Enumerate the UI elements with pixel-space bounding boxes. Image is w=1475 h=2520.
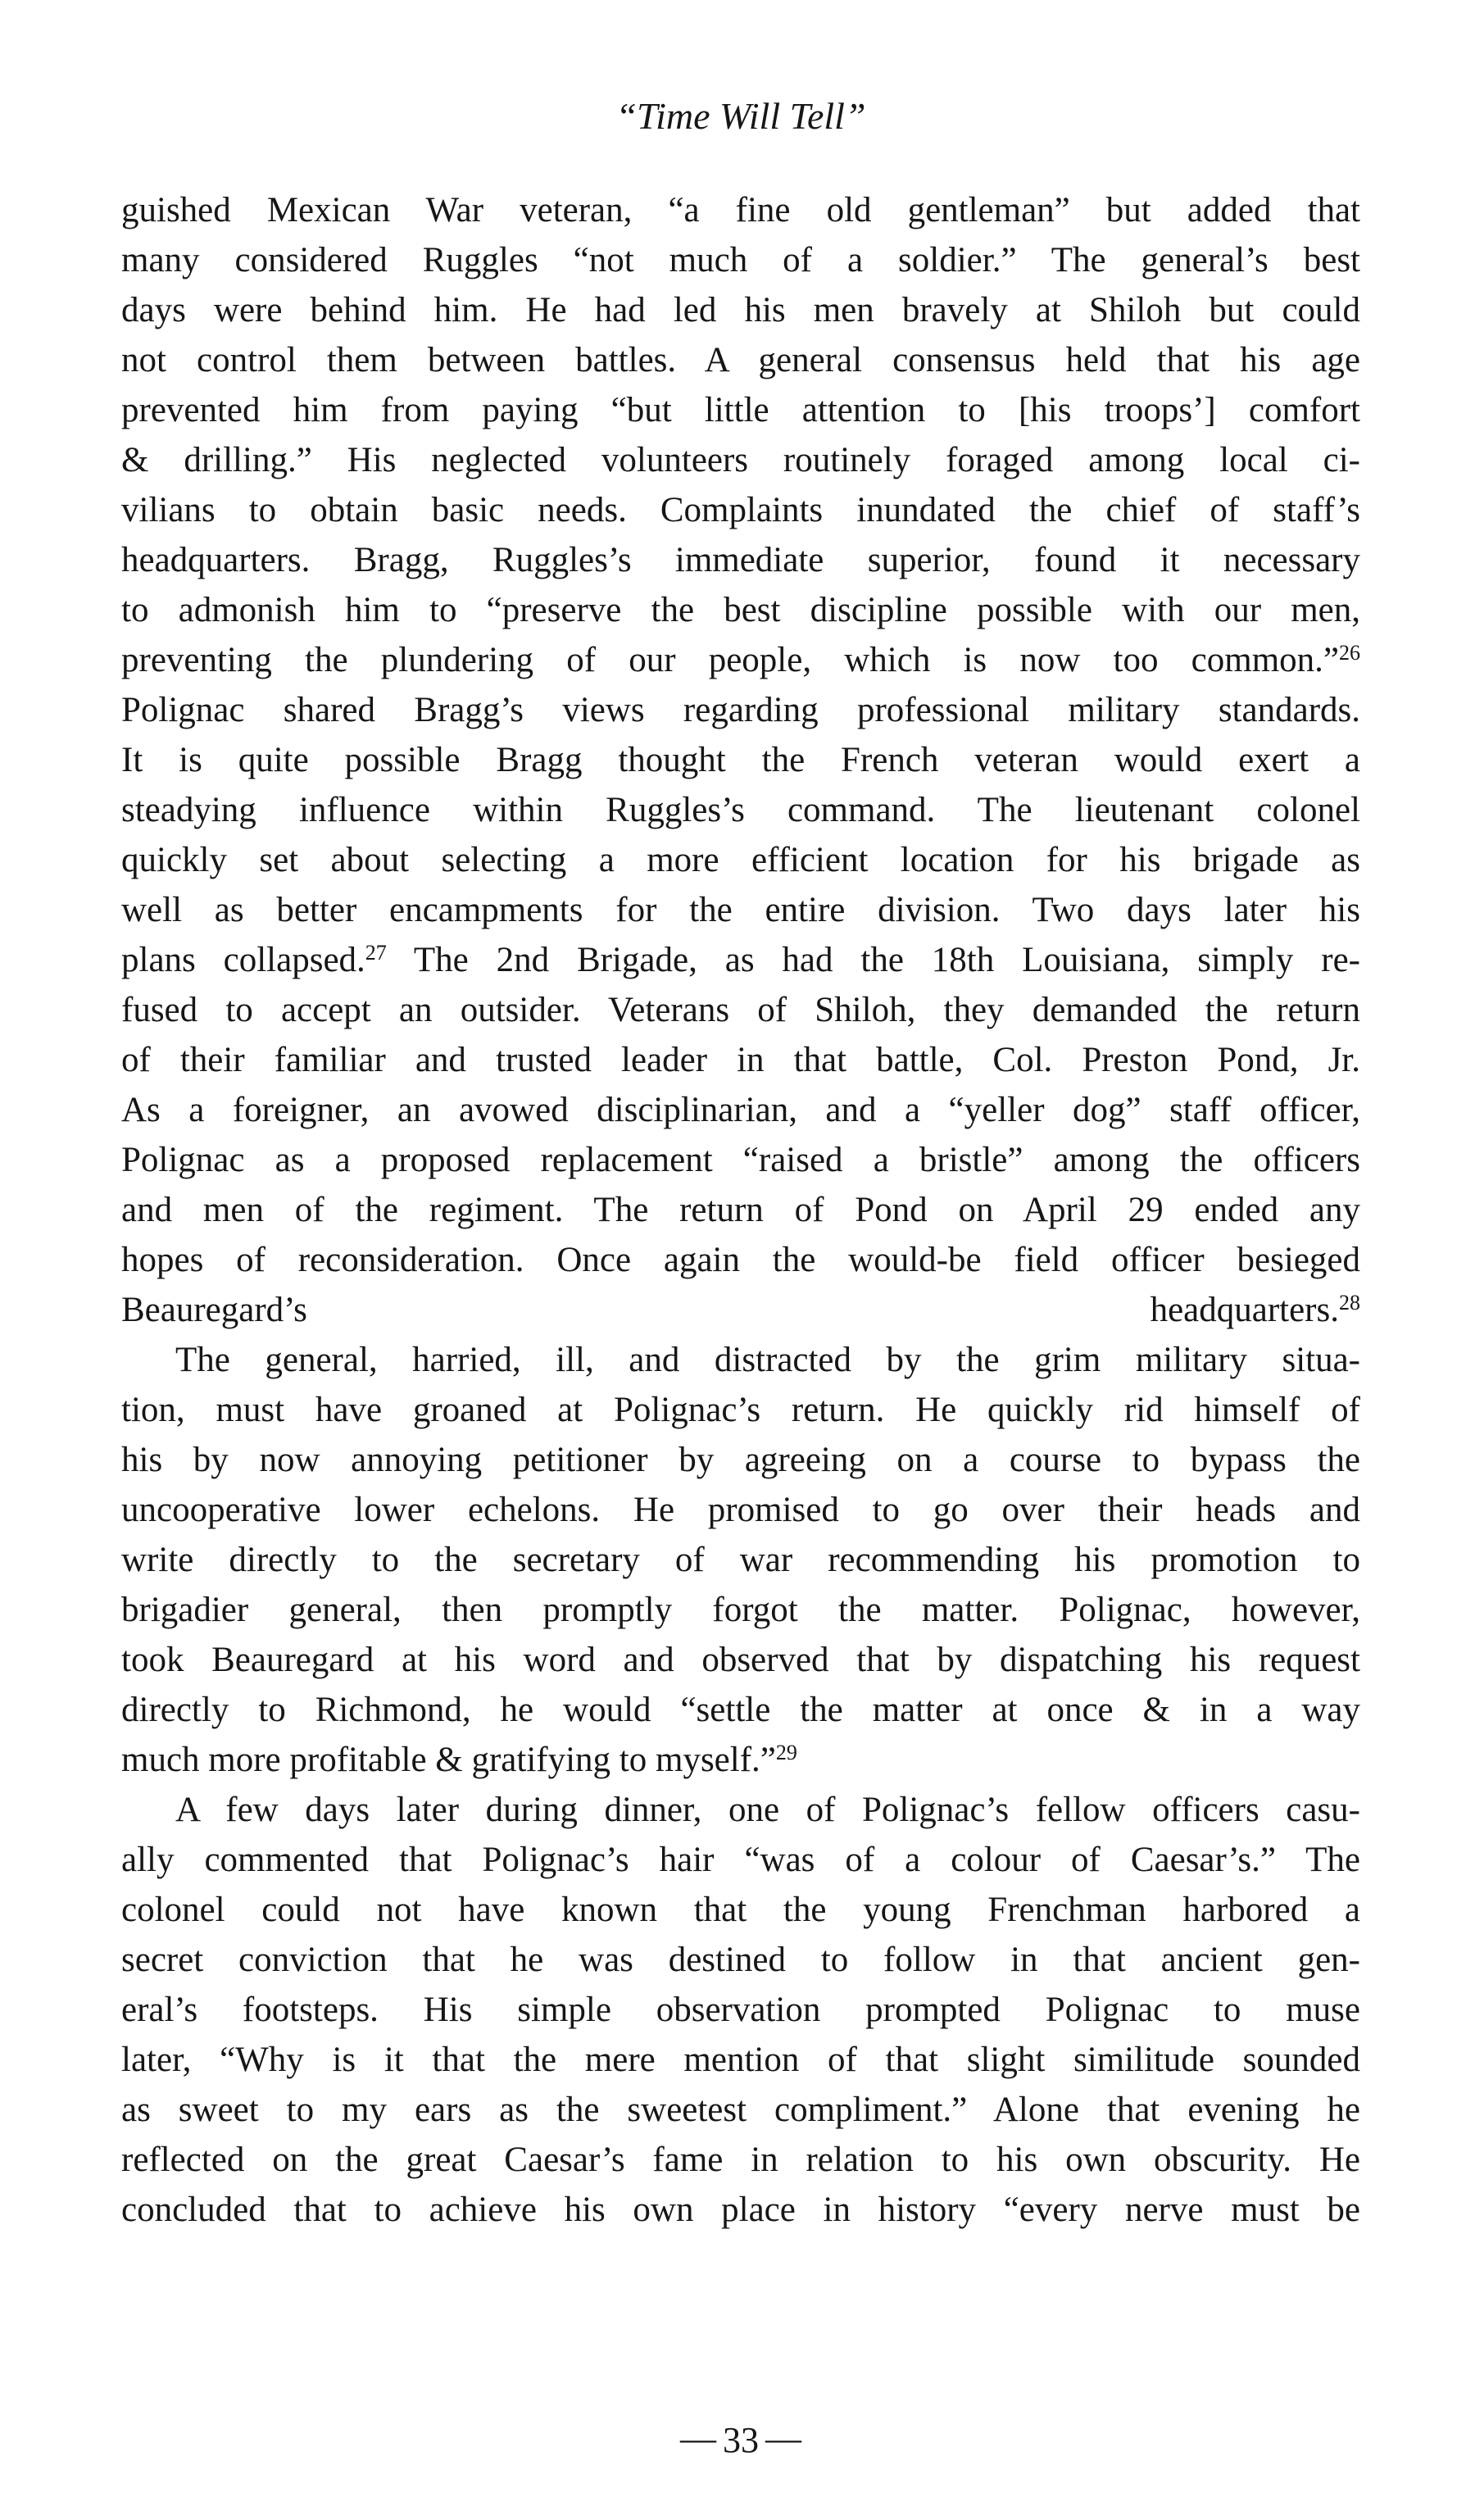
- text-line: [121, 1185, 1360, 1235]
- text-line: [121, 1985, 1360, 2035]
- text-segment: not control them between battles. A general consensus held that his age: [121, 341, 1360, 379]
- text-segment: hopes of reconsideration. Once again the would-be field officer besieged: [121, 1241, 1360, 1279]
- text-line: [121, 1685, 1360, 1735]
- footnote-reference: 26: [1339, 640, 1360, 665]
- paragraph: [121, 185, 1360, 1335]
- text-segment: reflected on the great Caesar’s fame in relation to his own obscurity. He: [121, 2141, 1360, 2179]
- text-line: [121, 785, 1360, 835]
- text-line: [121, 835, 1360, 885]
- text-segment: write directly to the secretary of war recommending his promotion to: [121, 1541, 1360, 1579]
- text-line: [121, 1285, 1360, 1335]
- text-line: [121, 1085, 1360, 1135]
- text-line: [121, 235, 1360, 285]
- text-segment: The general, harried, ill, and distracted by the grim military situa-: [175, 1341, 1360, 1379]
- text-segment: & drilling.” His neglected volunteers routinely foraged among local ci-: [121, 441, 1360, 479]
- text-segment: preventing the plundering of our people, which is now too common.”: [121, 641, 1339, 679]
- text-line: [121, 985, 1360, 1035]
- text-segment: It is quite possible Bragg thought the French veteran would exert a: [121, 741, 1360, 779]
- text-line: [121, 1735, 1360, 1785]
- page-footer: [121, 2416, 1360, 2465]
- text-line: [121, 1035, 1360, 1085]
- text-segment: brigadier general, then promptly forgot the matter. Polignac, however,: [121, 1591, 1360, 1629]
- footer-right-dash: —: [765, 2418, 801, 2459]
- text-line: [121, 1935, 1360, 1985]
- text-line: [121, 1635, 1360, 1685]
- text-line: [121, 2085, 1360, 2135]
- text-line: [121, 935, 1360, 985]
- text-segment: many considered Ruggles “not much of a soldier.” The general’s best: [121, 241, 1360, 279]
- text-line: [121, 1585, 1360, 1635]
- text-segment: guished Mexican War veteran, “a fine old gentleman” but added that: [121, 191, 1360, 229]
- footnote-reference: 27: [365, 940, 387, 965]
- text-segment: uncooperative lower echelons. He promised to go over their heads and: [121, 1491, 1360, 1529]
- text-line: [121, 1535, 1360, 1585]
- page-number: 33: [723, 2420, 759, 2460]
- text-segment: fused to accept an outsider. Veterans of Shiloh, they demanded the return: [121, 991, 1360, 1029]
- text-segment: later, “Why is it that the mere mention of that slight similitude sounded: [121, 2041, 1360, 2079]
- text-segment: and men of the regiment. The return of Pond on April 29 ended any: [121, 1191, 1360, 1229]
- footnote-reference: 28: [1339, 1290, 1360, 1314]
- footnote-reference: 29: [775, 1740, 797, 1764]
- text-segment: steadying influence within Ruggles’s command. The lieutenant colonel: [121, 791, 1360, 829]
- text-segment: headquarters. Bragg, Ruggles’s immediate superior, found it necessary: [121, 541, 1360, 579]
- text-segment: days were behind him. He had led his men bravely at Shiloh but could: [121, 291, 1360, 329]
- text-segment: As a foreigner, an avowed disciplinarian, and a “yeller dog” staff officer,: [121, 1091, 1360, 1129]
- text-line: [121, 2035, 1360, 2085]
- text-line: [121, 885, 1360, 935]
- text-line: [121, 1485, 1360, 1535]
- text-segment: A few days later during dinner, one of Polignac’s fellow officers casu-: [175, 1791, 1360, 1829]
- text-line: [121, 585, 1360, 635]
- text-line: [121, 385, 1360, 435]
- text-segment: The 2nd Brigade, as had the 18th Louisiana, simply re-: [386, 941, 1360, 979]
- text-segment: his by now annoying petitioner by agreeing on a course to bypass the: [121, 1441, 1360, 1479]
- text-segment: concluded that to achieve his own place in history “every nerve must be: [121, 2191, 1360, 2229]
- text-segment: as sweet to my ears as the sweetest compliment.” Alone that evening he: [121, 2091, 1360, 2129]
- text-line: [121, 735, 1360, 785]
- text-line: [121, 1435, 1360, 1485]
- text-line: [121, 635, 1360, 685]
- text-segment: much more profitable & gratifying to myself.”: [121, 1741, 776, 1779]
- running-head-title: “Time Will Tell”: [615, 95, 866, 137]
- footer-left-dash: —: [680, 2418, 716, 2459]
- text-segment: to admonish him to “preserve the best discipline possible with our men,: [121, 591, 1360, 629]
- text-line: [121, 1135, 1360, 1185]
- text-line: [121, 285, 1360, 335]
- text-segment: Polignac as a proposed replacement “raised a bristle” among the officers: [121, 1141, 1360, 1179]
- text-segment: directly to Richmond, he would “settle the matter at once & in a way: [121, 1691, 1360, 1729]
- text-block: [121, 185, 1360, 2235]
- text-segment: prevented him from paying “but little attention to [his troops’] comfort: [121, 391, 1360, 429]
- text-line: [121, 1885, 1360, 1935]
- text-segment: well as better encampments for the entire division. Two days later his: [121, 891, 1360, 929]
- text-line: [121, 2185, 1360, 2235]
- text-line: [121, 1835, 1360, 1885]
- text-line: [121, 685, 1360, 735]
- text-line: [121, 435, 1360, 485]
- text-segment: Polignac shared Bragg’s views regarding professional military standards.: [121, 691, 1360, 729]
- text-segment: tion, must have groaned at Polignac’s return. He quickly rid himself of: [121, 1391, 1360, 1429]
- text-segment: secret conviction that he was destined to follow in that ancient gen-: [121, 1941, 1360, 1979]
- text-line: [121, 535, 1360, 585]
- text-line: [121, 1385, 1360, 1435]
- text-segment: eral’s footsteps. His simple observation prompted Polignac to muse: [121, 1991, 1360, 2029]
- text-segment: quickly set about selecting a more efficient location for his brigade as: [121, 841, 1360, 879]
- paragraph: [121, 1335, 1360, 1785]
- paragraph: [121, 1785, 1360, 2235]
- text-segment: plans collapsed.: [121, 941, 365, 979]
- text-segment: ally commented that Polignac’s hair “was of a colour of Caesar’s.” The: [121, 1841, 1360, 1879]
- text-line: [121, 1785, 1360, 1835]
- text-segment: colonel could not have known that the young Frenchman harbored a: [121, 1891, 1360, 1929]
- text-line: [121, 1335, 1360, 1385]
- text-segment: took Beauregard at his word and observed that by dispatching his request: [121, 1641, 1360, 1679]
- text-segment: of their familiar and trusted leader in that battle, Col. Preston Pond, Jr.: [121, 1041, 1360, 1079]
- text-segment: Beauregard’s headquarters.: [121, 1291, 1339, 1329]
- text-line: [121, 485, 1360, 535]
- text-line: [121, 185, 1360, 235]
- text-line: [121, 1235, 1360, 1285]
- text-line: [121, 335, 1360, 385]
- text-segment: vilians to obtain basic needs. Complaints inundated the chief of staff’s: [121, 491, 1360, 529]
- text-line: [121, 2135, 1360, 2185]
